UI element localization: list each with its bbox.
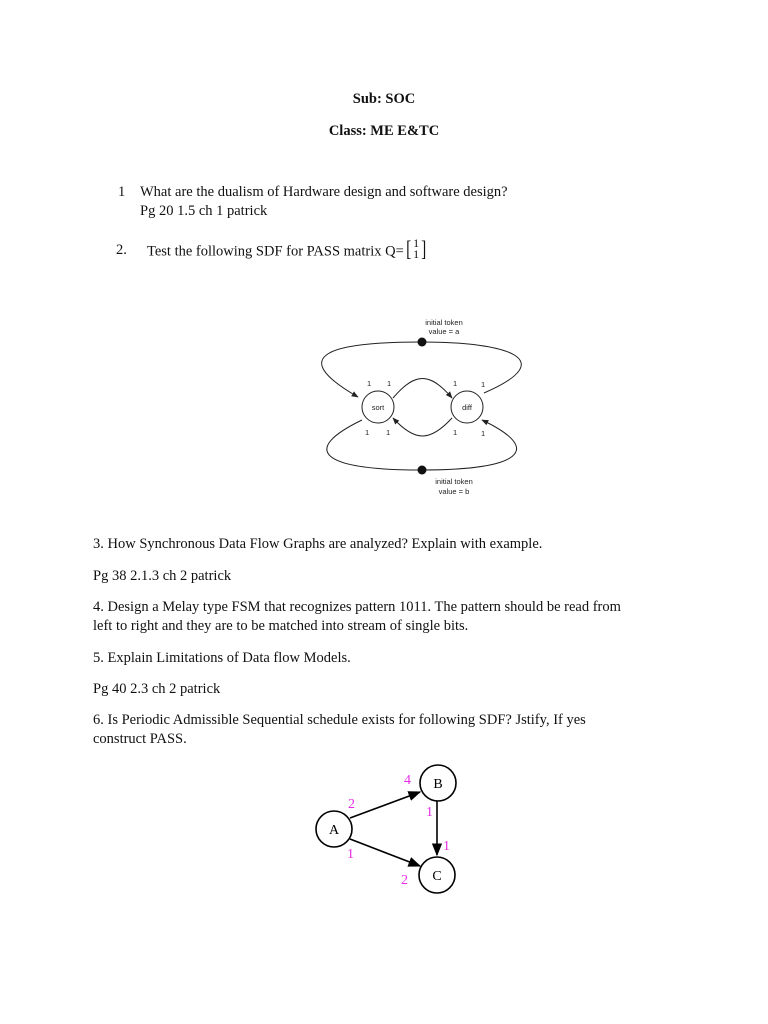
matrix-bracket-open: [ (405, 236, 412, 261)
q1-number: 1 (118, 184, 126, 200)
subject-heading: Sub: SOC (352, 91, 416, 107)
q3-reference: Pg 38 2.1.3 ch 2 patrick (93, 568, 232, 584)
matrix-entry: 1 (413, 236, 420, 250)
rate-bc-out: 1 (426, 805, 433, 820)
node-b-label: B (433, 777, 443, 792)
q5-reference: Pg 40 2.3 ch 2 patrick (93, 681, 221, 697)
inner-edge-diff-to-sort (393, 418, 452, 436)
token-a-label-line1: initial token (425, 318, 463, 327)
node-a-label: A (328, 823, 340, 838)
rate-label: 1 (481, 380, 486, 389)
q1-text: What are the dualism of Hardware design and software design? (140, 184, 508, 200)
q5-text: 5. Explain Limitations of Data flow Models. (93, 650, 351, 666)
q6-text-line2: construct PASS. (93, 731, 187, 747)
rate-label: 1 (365, 428, 370, 437)
q2-number: 2. (116, 242, 127, 258)
q4-text-line1: 4. Design a Melay type FSM that recognizes pattern 1011. The pattern should be read from (93, 599, 621, 615)
initial-token-b (418, 466, 427, 475)
node-diff-label: diff (462, 403, 472, 412)
rate-ac-out: 1 (347, 847, 354, 862)
q2-text: Test the following SDF for PASS matrix Q= (147, 243, 404, 260)
matrix-bracket-close: ] (421, 236, 427, 261)
node-sort-label: sort (371, 403, 385, 412)
edge-a-to-c (350, 839, 420, 866)
initial-token-a (418, 338, 427, 347)
token-a-label-line2: value = a (428, 327, 460, 336)
q1-reference: Pg 20 1.5 ch 1 patrick (140, 203, 268, 219)
rate-ab-in: 4 (404, 773, 411, 788)
rate-label: 1 (481, 429, 486, 438)
q6-text-line1: 6. Is Periodic Admissible Sequential schedule exists for following SDF? Jstify, If yes (93, 712, 586, 728)
class-heading: Class: ME E&TC (328, 123, 440, 139)
outer-edge-bottom (327, 420, 517, 470)
rate-label: 1 (367, 379, 372, 388)
rate-label: 1 (453, 379, 458, 388)
rate-bc-in: 1 (443, 839, 450, 854)
rate-label: 1 (387, 379, 392, 388)
rate-ab-out: 2 (348, 797, 355, 812)
q4-text-line2: left to right and they are to be matched into stream of single bits. (93, 618, 469, 634)
token-b-label-line1: initial token (435, 477, 473, 486)
rate-label: 1 (386, 428, 391, 437)
edge-a-to-b (350, 792, 420, 818)
rate-label: 1 (453, 428, 458, 437)
outer-edge-top (322, 342, 522, 397)
inner-edge-sort-to-diff (393, 379, 452, 399)
rate-ac-in: 2 (401, 873, 408, 888)
node-c-label: C (432, 869, 442, 884)
matrix-entry: 1 (413, 247, 420, 261)
q3-text: 3. How Synchronous Data Flow Graphs are analyzed? Explain with example. (93, 536, 543, 552)
token-b-label-line2: value = b (438, 487, 470, 496)
